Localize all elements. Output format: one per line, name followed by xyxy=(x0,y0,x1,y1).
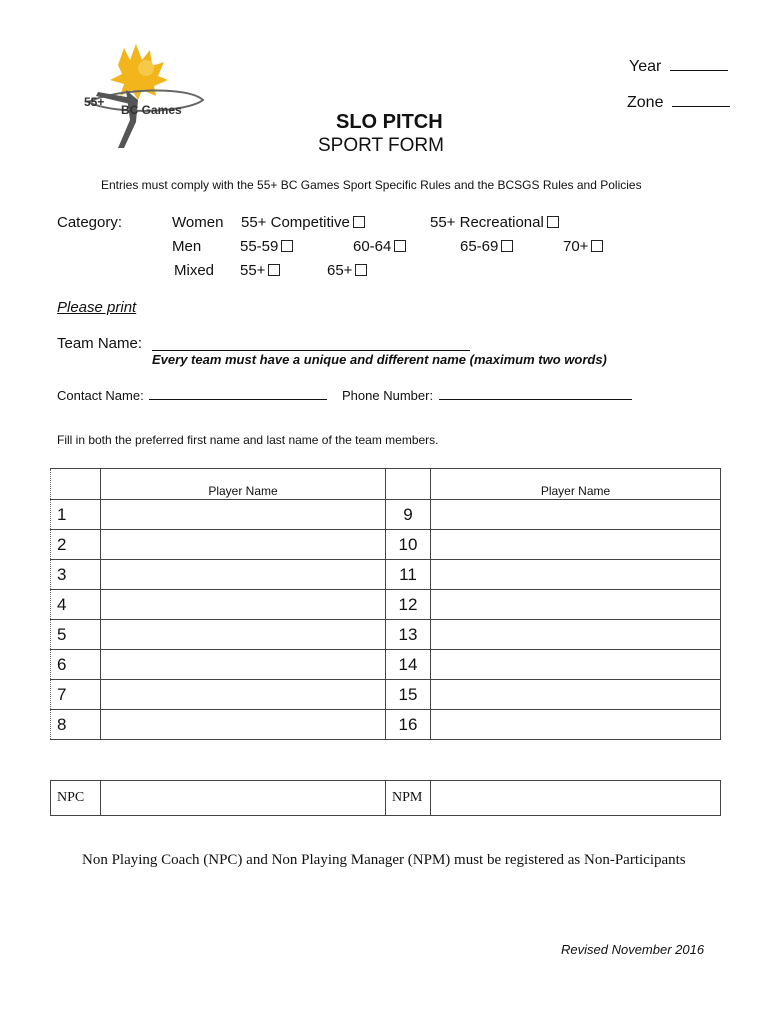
player-name-cell[interactable] xyxy=(101,620,386,650)
player-number: 2 xyxy=(51,530,101,560)
members-instruction: Fill in both the preferred first name and last name of the team members. xyxy=(57,433,439,447)
player-number: 9 xyxy=(386,500,431,530)
player-name-cell[interactable] xyxy=(101,530,386,560)
men-55-59-option[interactable] xyxy=(240,238,293,255)
npc-name-cell[interactable] xyxy=(101,781,386,816)
zone-blank[interactable] xyxy=(672,92,730,107)
staff-table xyxy=(50,780,721,816)
bc-games-logo xyxy=(78,40,218,155)
player-name-cell[interactable] xyxy=(431,530,721,560)
player-number: 12 xyxy=(386,590,431,620)
option-label: 65+ xyxy=(327,262,353,279)
player-name-cell[interactable] xyxy=(431,590,721,620)
zone-field[interactable] xyxy=(627,92,730,112)
player-name-header-left: Player Name xyxy=(101,469,386,500)
mixed-65-option[interactable] xyxy=(327,262,367,279)
npm-label: NPM xyxy=(386,781,431,816)
men-65-69-option[interactable] xyxy=(460,238,513,255)
checkbox[interactable] xyxy=(591,240,603,252)
team-name-blank[interactable] xyxy=(152,336,470,351)
year-blank[interactable] xyxy=(670,56,728,71)
contact-name-field[interactable] xyxy=(57,385,327,403)
mixed-55-option[interactable] xyxy=(240,262,280,279)
player-number: 16 xyxy=(386,710,431,740)
player-number: 14 xyxy=(386,650,431,680)
player-name-cell[interactable] xyxy=(431,560,721,590)
player-number: 10 xyxy=(386,530,431,560)
player-number: 4 xyxy=(51,590,101,620)
page-subtitle: SPORT FORM xyxy=(318,135,444,156)
player-name-cell[interactable] xyxy=(101,500,386,530)
non-participant-note: Non Playing Coach (NPC) and Non Playing Manager (NPM) must be registered as Non-Participants xyxy=(82,852,686,868)
option-label: 70+ xyxy=(563,238,589,255)
checkbox[interactable] xyxy=(353,216,365,228)
women-label: Women xyxy=(172,214,224,231)
mixed-label: Mixed xyxy=(174,262,215,279)
phone-number-label: Phone Number: xyxy=(342,388,434,403)
npc-label: NPC xyxy=(51,781,101,816)
year-field[interactable] xyxy=(629,56,728,76)
men-70-option[interactable] xyxy=(563,238,603,255)
player-name-cell[interactable] xyxy=(431,620,721,650)
table-row xyxy=(51,500,721,530)
player-number: 6 xyxy=(51,650,101,680)
page-title: SLO PITCH xyxy=(336,111,443,133)
player-name-cell[interactable] xyxy=(431,680,721,710)
staff-row xyxy=(51,781,721,816)
option-label: 55+ Recreational xyxy=(430,214,544,231)
checkbox[interactable] xyxy=(394,240,406,252)
option-label: 60-64 xyxy=(353,238,392,255)
player-name-cell[interactable] xyxy=(431,650,721,680)
player-number: 8 xyxy=(51,710,101,740)
number-header-left xyxy=(51,469,101,500)
logo-text-55: 55+ xyxy=(84,95,105,109)
option-label: 55+ xyxy=(240,262,266,279)
table-row xyxy=(51,590,721,620)
player-name-cell[interactable] xyxy=(101,710,386,740)
option-label: 55+ Competitive xyxy=(241,214,350,231)
checkbox[interactable] xyxy=(281,240,293,252)
women-recreational-option[interactable] xyxy=(430,214,559,231)
please-print-note: Please print xyxy=(57,299,137,316)
logo-text-bc-games: BC Games xyxy=(121,103,182,117)
zone-label: Zone xyxy=(627,94,664,111)
women-competitive-option[interactable] xyxy=(241,214,365,231)
number-header-right xyxy=(386,469,431,500)
checkbox[interactable] xyxy=(355,264,367,276)
option-label: 65-69 xyxy=(460,238,499,255)
phone-number-field[interactable] xyxy=(342,385,632,403)
player-name-cell[interactable] xyxy=(101,560,386,590)
table-row xyxy=(51,530,721,560)
contact-name-blank[interactable] xyxy=(149,385,327,400)
players-header-row xyxy=(51,469,721,500)
team-name-label: Team Name: xyxy=(57,335,143,352)
player-number: 11 xyxy=(386,560,431,590)
men-label: Men xyxy=(172,238,202,255)
player-name-cell[interactable] xyxy=(101,680,386,710)
checkbox[interactable] xyxy=(268,264,280,276)
checkbox[interactable] xyxy=(547,216,559,228)
player-number: 5 xyxy=(51,620,101,650)
category-label: Category: xyxy=(57,214,123,231)
table-row xyxy=(51,710,721,740)
player-name-cell[interactable] xyxy=(101,650,386,680)
player-number: 7 xyxy=(51,680,101,710)
player-name-cell[interactable] xyxy=(431,500,721,530)
player-name-header-right: Player Name xyxy=(431,469,721,500)
player-number: 15 xyxy=(386,680,431,710)
table-row xyxy=(51,680,721,710)
phone-number-blank[interactable] xyxy=(439,385,632,400)
team-name-note: Every team must have a unique and different name (maximum two words) xyxy=(152,352,607,367)
option-label: 55-59 xyxy=(240,238,279,255)
table-row xyxy=(51,650,721,680)
table-row xyxy=(51,560,721,590)
revised-date: Revised November 2016 xyxy=(561,942,705,957)
player-number: 13 xyxy=(386,620,431,650)
men-60-64-option[interactable] xyxy=(353,238,406,255)
contact-name-label: Contact Name: xyxy=(57,388,144,403)
npm-name-cell[interactable] xyxy=(431,781,721,816)
checkbox[interactable] xyxy=(501,240,513,252)
player-number: 3 xyxy=(51,560,101,590)
player-number: 1 xyxy=(51,500,101,530)
compliance-note: Entries must comply with the 55+ BC Games Sport Specific Rules and the BCSGS Rules and Policies xyxy=(101,178,642,192)
table-row xyxy=(51,620,721,650)
year-label: Year xyxy=(629,58,662,75)
player-name-cell[interactable] xyxy=(431,710,721,740)
players-table xyxy=(50,468,721,740)
player-name-cell[interactable] xyxy=(101,590,386,620)
